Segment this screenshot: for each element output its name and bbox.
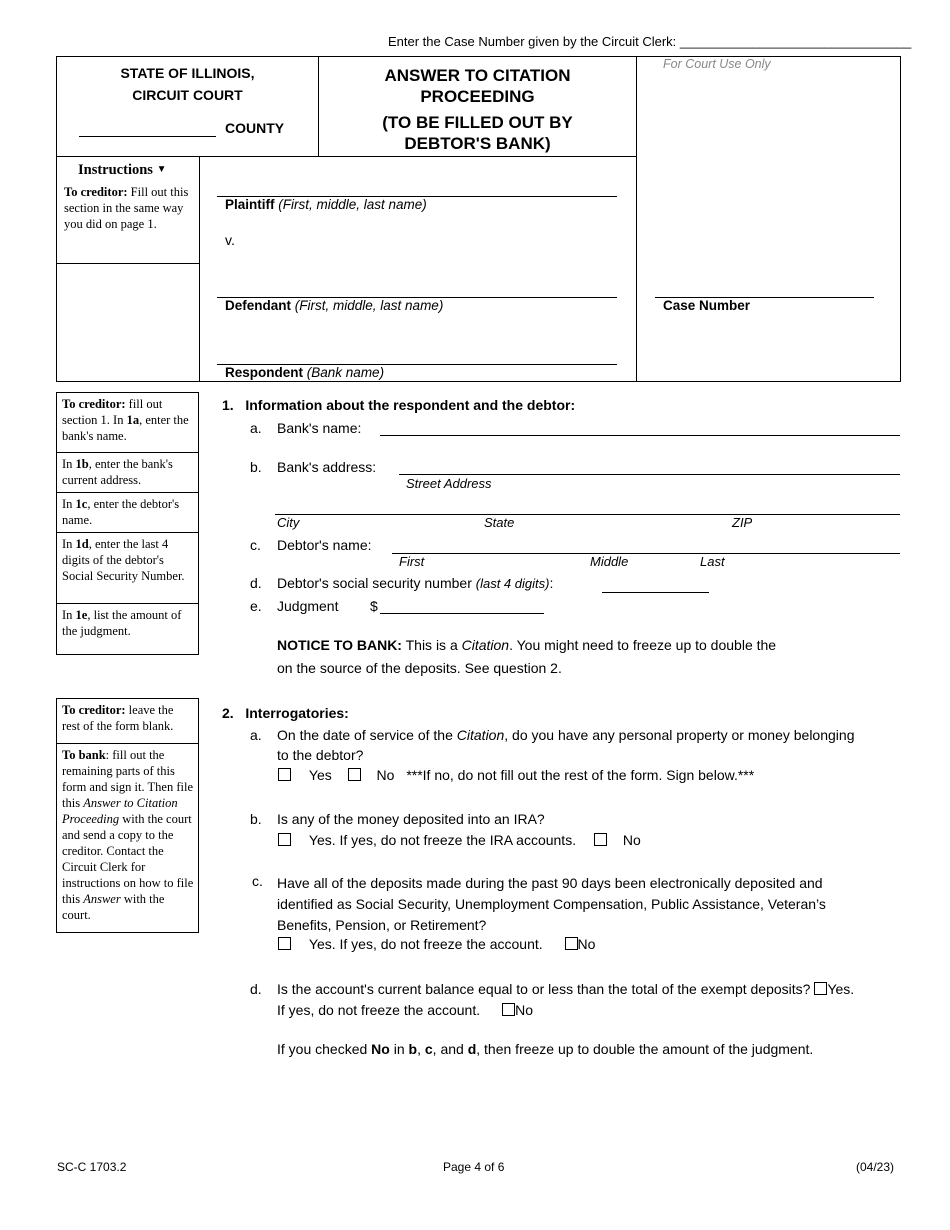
- notice-line-2: on the source of the deposits. See question 2.: [277, 660, 562, 676]
- divider: [56, 263, 200, 264]
- side-bold: 1d: [75, 537, 89, 551]
- instructions-text: [64, 184, 194, 232]
- state-hint: State: [484, 515, 515, 530]
- judgment-field[interactable]: [380, 613, 544, 614]
- question-c: [277, 873, 826, 936]
- yes-checkbox[interactable]: [278, 937, 291, 950]
- respondent-text: Respondent: [225, 365, 304, 380]
- no-checkbox[interactable]: [348, 768, 361, 781]
- side-instruction-1c: [56, 492, 199, 533]
- no-checkbox[interactable]: [502, 1003, 515, 1016]
- question-text: Is the account's current balance equal to or less than the total of the exempt deposits?: [277, 981, 811, 997]
- middle-hint: Middle: [590, 554, 629, 569]
- no-label: No: [577, 936, 596, 952]
- plaintiff-text: Plaintiff: [225, 197, 275, 212]
- section-1-heading: [222, 397, 575, 413]
- section-number: 1.: [222, 397, 234, 413]
- city-state-zip-field[interactable]: [275, 514, 900, 515]
- ssn-text: Debtor's social security number: [277, 575, 476, 591]
- final-text: , and: [432, 1041, 468, 1057]
- side-text: , enter the last 4 digits of the debtor's Social Security Number.: [62, 537, 185, 583]
- county-line[interactable]: [79, 136, 216, 137]
- side-text: , enter the bank's name.: [62, 413, 189, 443]
- instructions-heading-text: Instructions: [78, 162, 153, 178]
- bank-name-field[interactable]: [380, 435, 900, 436]
- question-text: On the date of service of the: [277, 727, 457, 743]
- side-instruction-1e: [56, 603, 199, 655]
- side-bold: 1b: [75, 457, 89, 471]
- versus-label: v.: [225, 232, 235, 248]
- notice-citation: Citation: [461, 637, 510, 653]
- question-text: Benefits, Pension, or Retirement?: [277, 917, 487, 933]
- defendant-label: [225, 298, 443, 313]
- city-hint: City: [277, 515, 300, 530]
- case-number-prompt: Enter the Case Number given by the Circuit Clerk: ________________________________: [388, 34, 912, 49]
- state-label: [56, 62, 319, 106]
- plaintiff-label: [225, 197, 427, 212]
- title-line-2: PROCEEDING: [420, 87, 535, 106]
- side-instruction-bank: [56, 743, 199, 933]
- yes-checkbox[interactable]: [814, 982, 827, 995]
- letter-d: d.: [250, 981, 262, 997]
- question-text: identified as Social Security, Unemployment Compensation, Public Assistance, Veteran’s: [277, 896, 826, 912]
- side-text: , enter the debtor's name.: [62, 497, 180, 527]
- no-label: No: [376, 767, 395, 783]
- section-number: 2.: [222, 705, 234, 721]
- court-use-label: For Court Use Only: [663, 57, 771, 71]
- no-label: No: [622, 832, 641, 848]
- side-bold: 1a: [126, 413, 140, 427]
- question-b: Is any of the money deposited into an IRA?: [277, 811, 545, 827]
- side-text: : fill out the remaining parts of this form and sign it. Then file this: [62, 748, 193, 810]
- final-bold: c: [424, 1041, 433, 1057]
- question-a-answers: [278, 767, 754, 783]
- page-number: Page 4 of 6: [443, 1160, 505, 1174]
- zip-hint: ZIP: [732, 515, 753, 530]
- side-bold: 1e: [75, 608, 88, 622]
- ssn-hint: (last 4 digits): [475, 576, 550, 591]
- section-title: Information about the respondent and the debtor:: [245, 397, 576, 413]
- question-a-line-1: [277, 727, 927, 743]
- respondent-label: [225, 365, 384, 380]
- case-number-label: Case Number: [663, 298, 751, 313]
- instructions-heading: [78, 162, 166, 179]
- state-text: STATE OF ILLINOIS,: [120, 65, 255, 81]
- yes-label: Yes. If yes, do not freeze the IRA accounts.: [308, 832, 577, 848]
- plaintiff-hint: (First, middle, last name): [278, 197, 427, 212]
- question-b-answers: [278, 832, 641, 848]
- letter-b: b.: [250, 459, 262, 475]
- street-address-hint: Street Address: [406, 476, 492, 491]
- triangle-down-icon: ▼: [156, 164, 167, 175]
- side-bold: 1c: [75, 497, 88, 511]
- question-text: If yes, do not freeze the account.: [277, 1002, 481, 1018]
- ssn-colon: :: [549, 575, 554, 591]
- form-id: SC-C 1703.2: [57, 1160, 127, 1174]
- form-title: [319, 65, 636, 154]
- yes-checkbox[interactable]: [278, 768, 291, 781]
- defendant-text: Defendant: [225, 298, 292, 313]
- letter-c: c.: [252, 873, 263, 889]
- final-instruction: [277, 1041, 813, 1057]
- notice-label: NOTICE TO BANK:: [277, 637, 402, 653]
- question-text: Have all of the deposits made during the past 90 days been electronically deposited and: [277, 875, 823, 891]
- final-bold: d: [467, 1041, 477, 1057]
- final-text: If you checked: [277, 1041, 372, 1057]
- side-text: with the court and send a copy to the creditor. Contact the Circuit Clerk for instructions on how to file this: [62, 812, 194, 906]
- court-text: CIRCUIT COURT: [132, 87, 243, 103]
- letter-b: b.: [250, 811, 262, 827]
- side-instruction-1b: [56, 452, 199, 493]
- ssn-label: [277, 575, 553, 591]
- question-d-line-2: [277, 1002, 533, 1018]
- final-text: in: [389, 1041, 409, 1057]
- debtor-name-field[interactable]: [392, 553, 900, 554]
- letter-d: d.: [250, 575, 262, 591]
- dollar-sign: $: [370, 598, 378, 614]
- bank-name-label: Bank's name:: [277, 420, 362, 436]
- defendant-hint: (First, middle, last name): [294, 298, 444, 313]
- letter-e: e.: [250, 598, 262, 614]
- street-address-field[interactable]: [399, 474, 900, 475]
- side-instruction-creditor: [56, 698, 199, 744]
- final-bold: b: [408, 1041, 418, 1057]
- side-italic: Answer to Citation Proceeding: [62, 796, 178, 826]
- question-d-line-1: [277, 981, 854, 997]
- yes-label: Yes: [308, 767, 332, 783]
- question-c-answers: [278, 936, 595, 952]
- side-italic: Answer: [83, 892, 121, 906]
- side-bold: To bank: [62, 748, 106, 762]
- title-line-3: (TO BE FILLED OUT BY: [382, 113, 573, 132]
- side-text: fill out section 1. In: [62, 397, 163, 427]
- judgment-label: Judgment: [277, 598, 339, 614]
- notice-text: This is a: [401, 637, 462, 653]
- side-text: In: [62, 497, 76, 511]
- no-checkbox[interactable]: [594, 833, 607, 846]
- question-text: , do you have any personal property or money belonging: [504, 727, 855, 743]
- notice-line-1: [277, 637, 776, 653]
- side-bold: To creditor:: [62, 397, 126, 411]
- section-2-heading: [222, 705, 349, 721]
- question-a-line-2: to the debtor?: [277, 747, 364, 763]
- side-text: In: [62, 457, 76, 471]
- side-text: leave the rest of the form blank.: [62, 703, 174, 733]
- revision-date: (04/23): [856, 1160, 895, 1174]
- side-text: In: [62, 608, 76, 622]
- last-hint: Last: [700, 554, 725, 569]
- side-instruction-1a: [56, 392, 199, 453]
- yes-label: Yes.: [827, 981, 855, 997]
- letter-a: a.: [250, 420, 262, 436]
- divider: [636, 56, 637, 382]
- divider: [199, 156, 200, 382]
- side-bold: To creditor:: [62, 703, 126, 717]
- side-text: , enter the bank's current address.: [62, 457, 173, 487]
- side-text: with the court.: [62, 892, 165, 922]
- final-text: , then freeze up to double the amount of the judgment.: [476, 1041, 814, 1057]
- respondent-hint: (Bank name): [306, 365, 385, 380]
- final-text: ,: [417, 1041, 425, 1057]
- debtor-name-label: Debtor's name:: [277, 537, 372, 553]
- question-citation: Citation: [456, 727, 505, 743]
- no-checkbox[interactable]: [565, 937, 578, 950]
- creditor-text: Fill out this section in the same way you did on page 1.: [64, 185, 189, 231]
- title-line-4: DEBTOR'S BANK): [404, 134, 551, 153]
- letter-c: c.: [250, 537, 261, 553]
- yes-checkbox[interactable]: [278, 833, 291, 846]
- section-title: Interrogatories:: [245, 705, 349, 721]
- side-instruction-1d: [56, 532, 199, 604]
- first-hint: First: [399, 554, 425, 569]
- divider: [56, 156, 637, 157]
- ssn-field[interactable]: [602, 592, 709, 593]
- no-label: No: [515, 1002, 534, 1018]
- creditor-label: To creditor:: [64, 185, 128, 199]
- question-a-note: ***If no, do not fill out the rest of the form. Sign below.***: [406, 767, 755, 783]
- bank-address-label: Bank's address:: [277, 459, 377, 475]
- notice-text: . You might need to freeze up to double the: [509, 637, 777, 653]
- letter-a: a.: [250, 727, 262, 743]
- side-text: In: [62, 537, 76, 551]
- final-bold: No: [371, 1041, 390, 1057]
- county-label: COUNTY: [225, 120, 285, 136]
- side-text: , list the amount of the judgment.: [62, 608, 182, 638]
- title-line-1: ANSWER TO CITATION: [384, 66, 571, 85]
- yes-label: Yes. If yes, do not freeze the account.: [308, 936, 543, 952]
